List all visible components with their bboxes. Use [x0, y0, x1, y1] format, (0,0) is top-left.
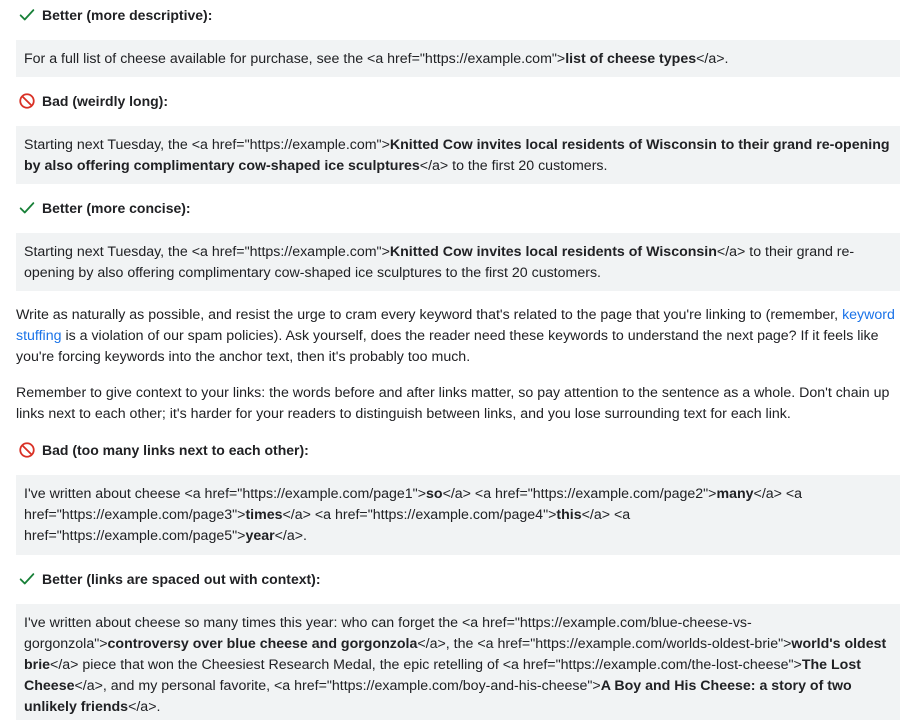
code-text: For a full list of cheese available for purchase, see the <a href="https://example.com">	[24, 51, 566, 67]
anchor-text: Knitted Cow invites local residents of Wisconsin to their grand re-opening by also offering complimentary cow-shaped ice sculptures	[24, 137, 890, 174]
anchor-text: world's oldest brie	[24, 636, 887, 673]
code-text: </a> <a href="https://example.com/page5">	[24, 507, 631, 544]
code-text: Starting next Tuesday, the <a href="https://example.com">	[24, 137, 390, 153]
code-block	[16, 126, 900, 184]
code-text: </a>, and my personal favorite, <a href="https://example.com/boy-and-his-cheese">	[74, 678, 601, 694]
code-text: I've written about cheese <a href="https://example.com/page1">	[24, 486, 426, 502]
code-block	[16, 40, 900, 77]
anchor-text: times	[245, 507, 283, 523]
anchor-text: list of cheese types	[565, 51, 697, 67]
code-text: </a>.	[696, 51, 729, 67]
anchor-text: this	[556, 507, 582, 523]
example-label: Bad (too many links next to each other):	[18, 441, 309, 459]
code-text: Starting next Tuesday, the <a href="https://example.com">	[24, 244, 390, 260]
code-block	[16, 475, 900, 555]
code-text: </a>.	[274, 528, 307, 544]
code-block	[16, 233, 900, 291]
code-text: </a> piece that won the Cheesiest Research Medal, the epic retelling of <a href="https://example.com/the-lost-cheese">	[50, 657, 802, 673]
code-text: </a> <a href="https://example.com/page4">	[282, 507, 557, 523]
anchor-text: A Boy and His Cheese: a story of two unlikely friends	[24, 678, 852, 715]
example-label: Better (more descriptive):	[18, 6, 212, 24]
checkmark-icon	[18, 570, 36, 588]
anchor-text: controversy over blue cheese and gorgonzola	[107, 636, 418, 652]
keyword-stuffing-link[interactable]: keyword stuffing	[16, 307, 895, 344]
prohibited-icon	[18, 441, 36, 459]
code-block	[16, 604, 900, 720]
anchor-text: so	[426, 486, 443, 502]
code-text: I've written about cheese so many times this year: who can forget the <a href="https://example.com/blue-cheese-vs-gorgonzola">	[24, 615, 752, 652]
code-text: </a> to the first 20 customers.	[419, 158, 608, 174]
anchor-text: many	[716, 486, 754, 502]
checkmark-icon	[18, 6, 36, 24]
anchor-text: The Lost Cheese	[24, 657, 861, 694]
body-paragraph: Write as naturally as possible, and resist the urge to cram every keyword that's related to the page that you're linking to (remember, keyword stuffing is a violation of our spam policies). Ask yourself, does the reader need these keywords to understand the next page? If it feels like you're forcing keywords into the anchor text, then it's probably too much.	[16, 307, 895, 365]
prohibited-icon	[18, 92, 36, 110]
code-text: </a> to their grand re-opening by also offering complimentary cow-shaped ice sculptures to the first 20 customers.	[24, 244, 855, 281]
code-text: </a>, the <a href="https://example.com/worlds-oldest-brie">	[417, 636, 792, 652]
example-label: Better (links are spaced out with context):	[18, 570, 321, 588]
anchor-text: Knitted Cow invites local residents of Wisconsin	[389, 244, 717, 260]
code-text: </a> <a href="https://example.com/page2">	[442, 486, 717, 502]
body-paragraph: Remember to give context to your links: the words before and after links matter, so pay attention to the sentence as a whole. Don't chain up links next to each other; it's harder for your readers to distinguish between links, and you lose surrounding text for each link.	[16, 385, 890, 422]
code-text: </a> <a href="https://example.com/page3">	[24, 486, 803, 523]
example-label: Better (more concise):	[18, 199, 191, 217]
anchor-text: year	[245, 528, 275, 544]
example-label: Bad (weirdly long):	[18, 92, 168, 110]
code-text: </a>.	[128, 699, 161, 715]
checkmark-icon	[18, 199, 36, 217]
